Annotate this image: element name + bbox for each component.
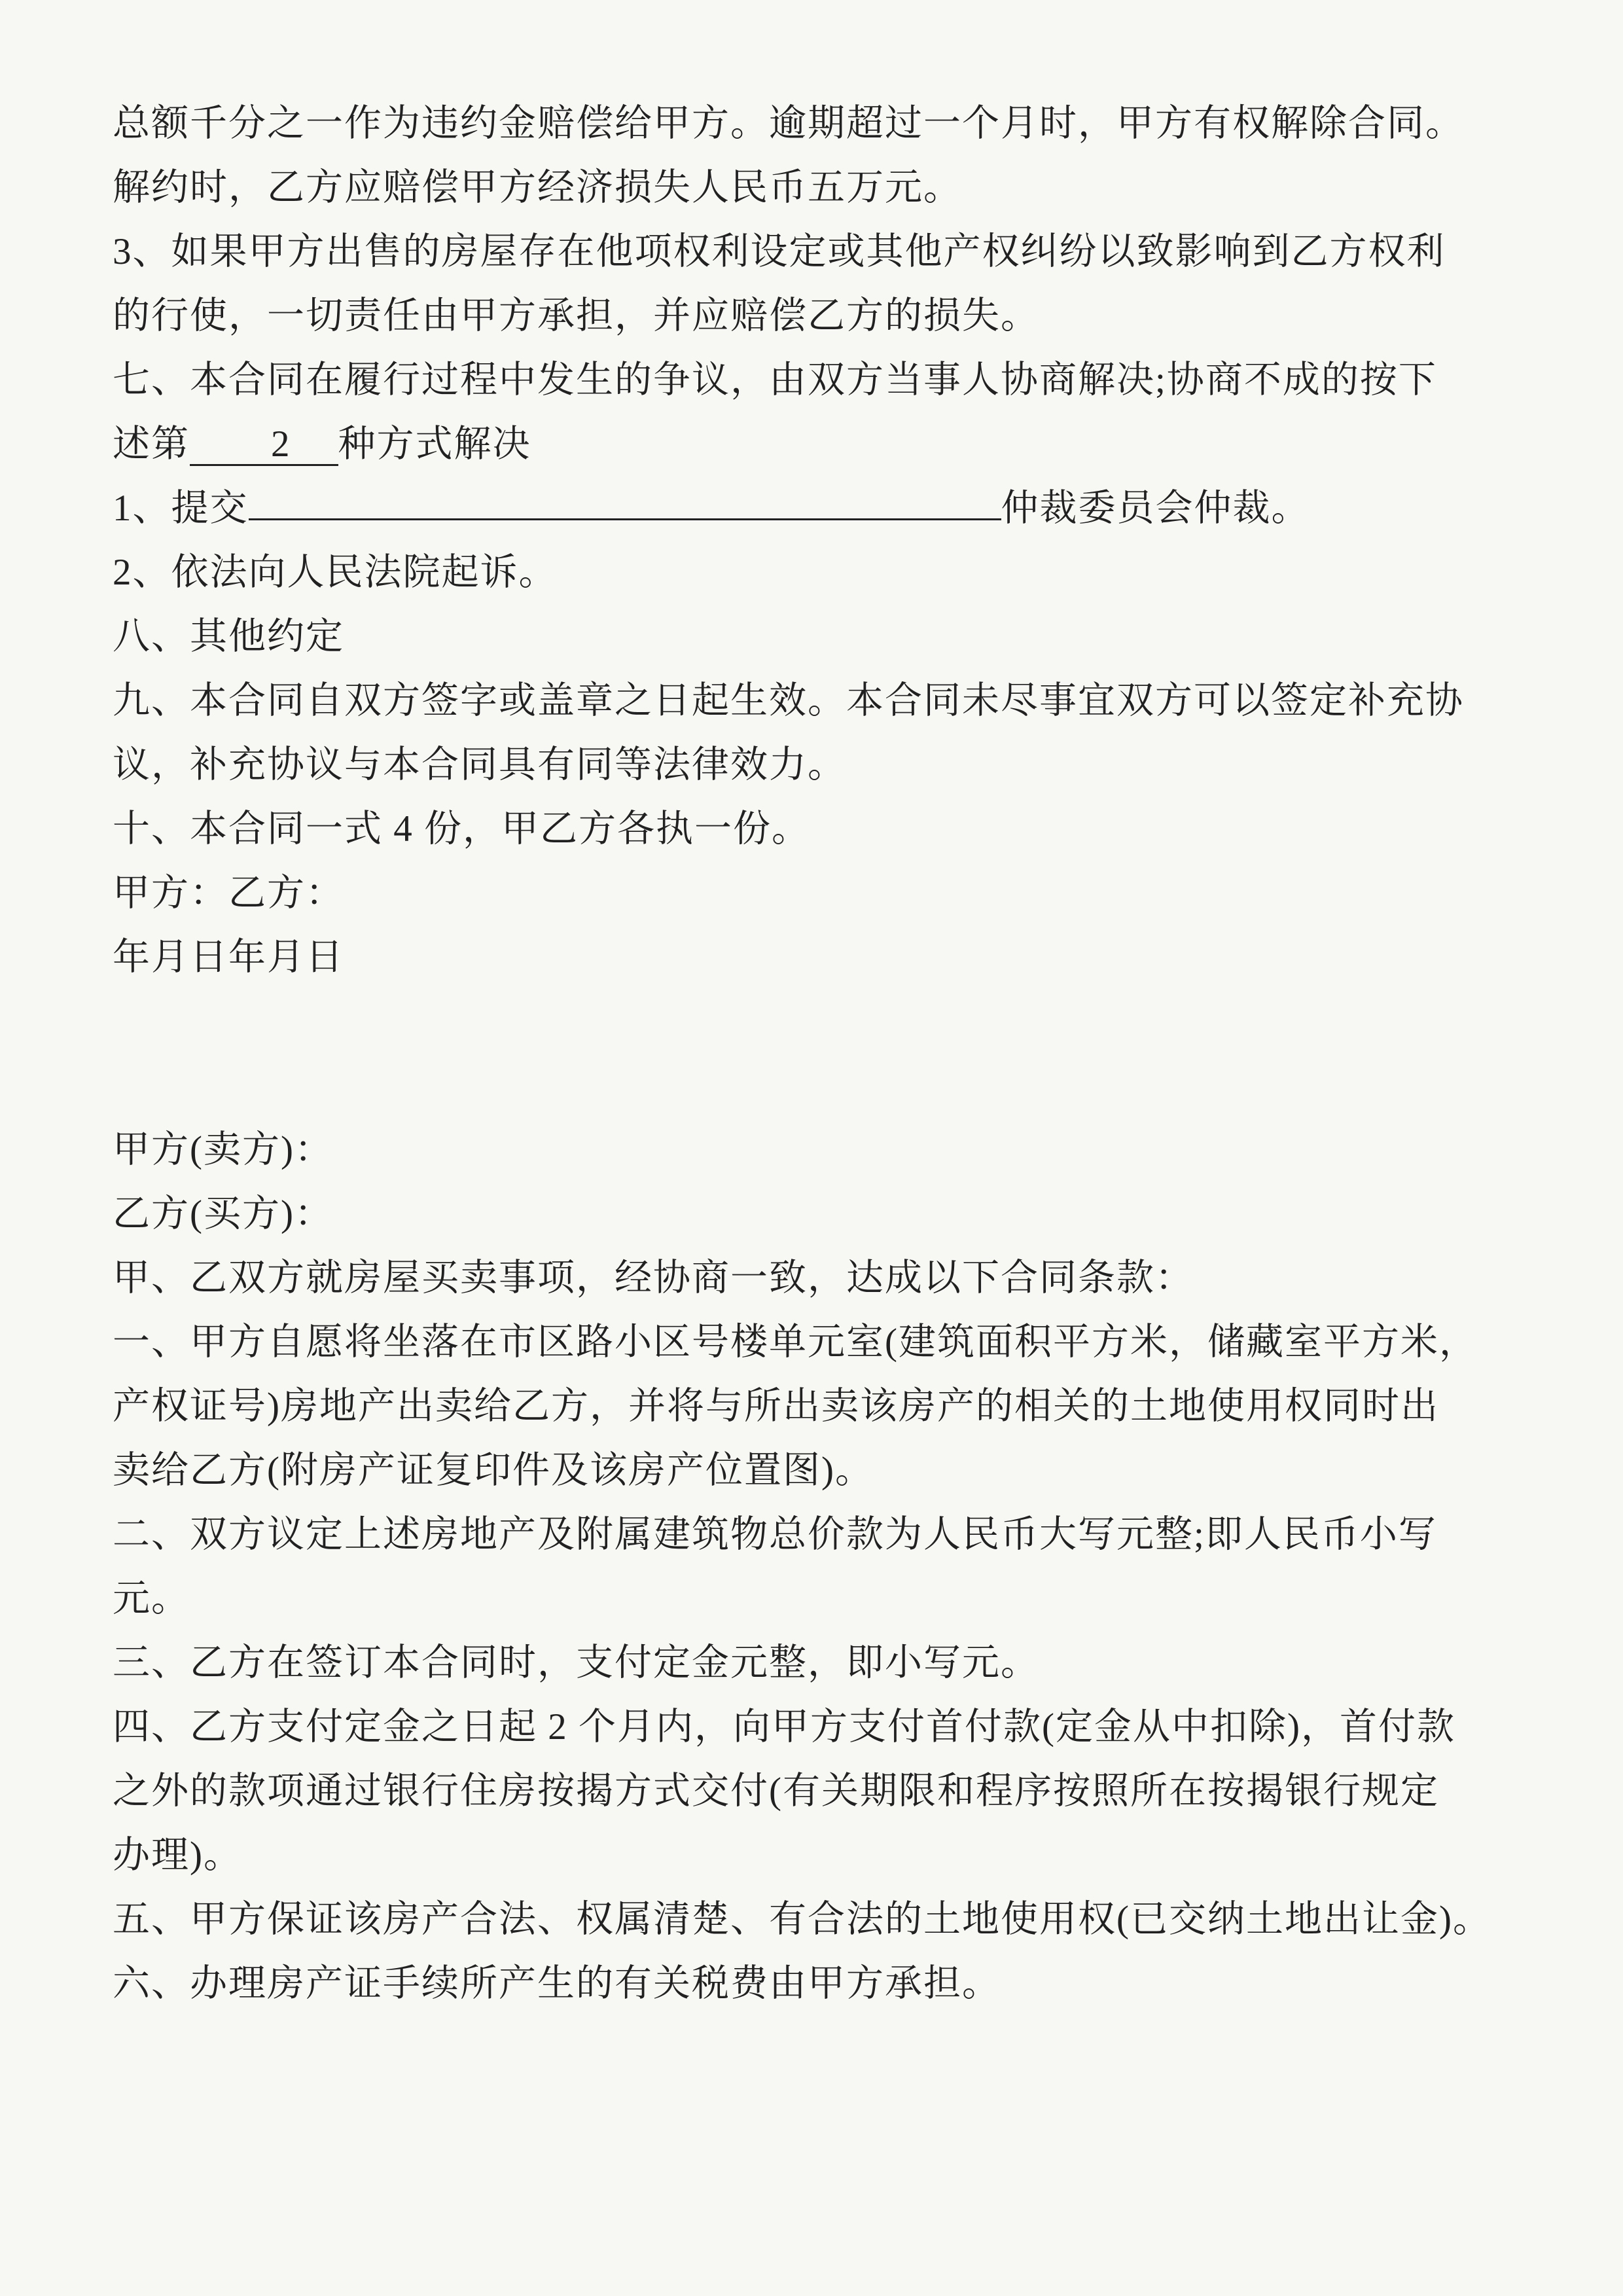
contract-text-line: 之外的款项通过银行住房按揭方式交付(有关期限和程序按照所在按揭银行规定 xyxy=(113,1770,1439,1812)
buyer-party-line: 乙方(买方)： xyxy=(113,1193,333,1234)
contract-text-line: 元。 xyxy=(113,1578,190,1619)
seller-party-line: 甲方(卖方)： xyxy=(113,1129,333,1170)
contract-text-line: 2、依法向人民法院起诉。 xyxy=(113,552,558,593)
contract-text-line: 解约时，乙方应赔偿甲方经济损失人民币五万元。 xyxy=(113,167,962,208)
arbitration-line xyxy=(113,476,1518,541)
contract-text-line: 3、如果甲方出售的房屋存在他项权利设定或其他产权纠纷以致影响到乙方权利 xyxy=(113,231,1446,272)
contract-text-line: 九、本合同自双方签字或盖章之日起生效。本合同未尽事宜双方可以签定补充协 xyxy=(113,680,1464,721)
contract-text-line: 二、双方议定上述房地产及附属建筑物总价款为人民币大写元整;即人民币小写 xyxy=(113,1514,1437,1555)
contract-text-line: 甲、乙双方就房屋买卖事项，经协商一致，达成以下合同条款： xyxy=(113,1257,1194,1299)
arbitration-suffix: 仲裁委员会仲裁。 xyxy=(1001,488,1310,529)
contract-text-line: 三、乙方在签订本合同时，支付定金元整，即小写元。 xyxy=(113,1642,1039,1683)
arbitration-prefix: 1、提交 xyxy=(113,488,249,529)
contract-text-line: 五、甲方保证该房产合法、权属清楚、有合法的土地使用权(已交纳土地出让金)。 xyxy=(113,1899,1491,1940)
dispute-method-prefix: 述第 xyxy=(113,423,190,465)
contract-text-line: 议，补充协议与本合同具有同等法律效力。 xyxy=(113,744,846,785)
contract-text-line: 八、其他约定 xyxy=(113,616,344,657)
signature-parties-line: 甲方：乙方： xyxy=(113,872,344,914)
contract-text-line: 四、乙方支付定金之日起 2 个月内，向甲方支付首付款(定金从中扣除)，首付款 xyxy=(113,1706,1455,1748)
contract-text-line: 六、办理房产证手续所产生的有关税费由甲方承担。 xyxy=(113,1963,1001,2004)
arbitration-blank-underline xyxy=(249,512,1001,520)
contract-text-line: 办理)。 xyxy=(113,1835,242,1876)
contract-text-line: 卖给乙方(附房产证复印件及该房产位置图)。 xyxy=(113,1450,874,1491)
dispute-method-line xyxy=(113,412,1518,476)
contract-text-line: 一、甲方自愿将坐落在市区路小区号楼单元室(建筑面积平方米，储藏室平方米， xyxy=(113,1321,1478,1363)
contract-text-line: 十、本合同一式 4 份，甲乙方各执一份。 xyxy=(113,808,810,850)
contract-text-line: 产权证号)房地产出卖给乙方，并将与所出卖该房产的相关的土地使用权同时出 xyxy=(113,1386,1439,1427)
contract-text-line: 的行使，一切责任由甲方承担，并应赔偿乙方的损失。 xyxy=(113,295,1039,336)
dispute-method-blank-underline xyxy=(190,425,338,466)
block-gap xyxy=(113,990,1518,1118)
dispute-method-suffix: 种方式解决 xyxy=(338,423,531,465)
contract-text-line: 七、本合同在履行过程中发生的争议，由双方当事人协商解决;协商不成的按下 xyxy=(113,359,1437,401)
dispute-method-value: 2 xyxy=(271,423,291,465)
contract-text-line: 总额千分之一作为违约金赔偿给甲方。逾期超过一个月时，甲方有权解除合同。 xyxy=(113,103,1464,144)
signature-date-line: 年月日年月日 xyxy=(113,937,344,978)
